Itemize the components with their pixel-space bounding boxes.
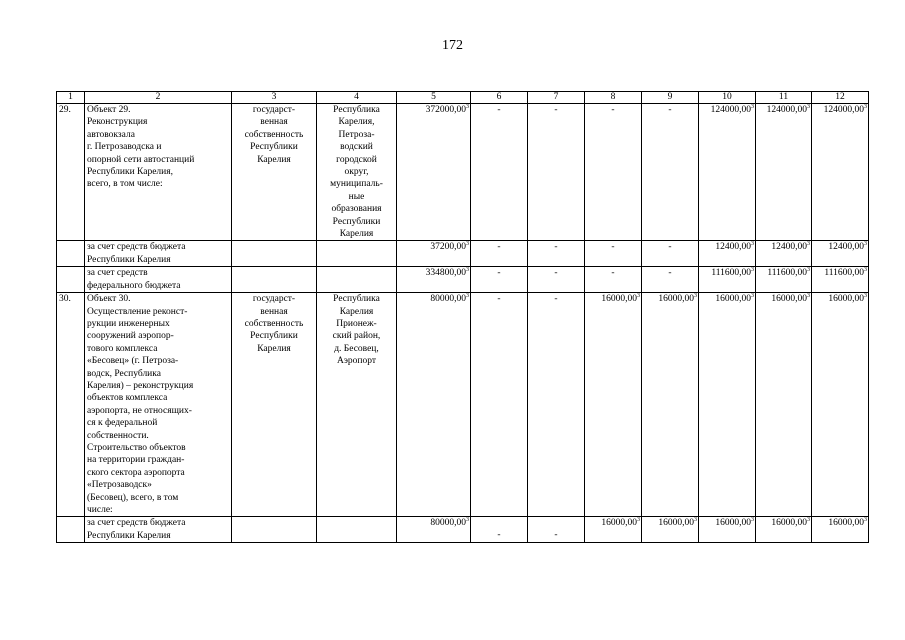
col-header-6: 6 (471, 92, 528, 104)
name-line: Объект 30. (87, 294, 131, 305)
dash-value: - (554, 529, 558, 540)
table-row (57, 241, 869, 267)
name-line: Строительство объектов (87, 442, 186, 453)
row-number-cell (57, 517, 85, 543)
amount-cell-8 (585, 104, 642, 241)
footnote-mark: 3 (694, 292, 697, 299)
dash-value: - (611, 105, 615, 115)
footnote-mark: 3 (864, 292, 867, 299)
dash-value: - (611, 268, 615, 279)
amount-cell-6 (471, 104, 528, 241)
footnote-mark: 3 (637, 517, 640, 524)
location-line: ные (348, 191, 365, 202)
col-header-9: 9 (642, 92, 699, 104)
location-line: Петроза- (338, 129, 375, 140)
location-line: Карелия, (338, 117, 375, 128)
name-line: Республики Карелия, (87, 167, 173, 178)
amount-cell-11 (756, 293, 812, 517)
amount-cell-8 (585, 293, 642, 517)
location-cell (317, 104, 397, 241)
name-line: объектов комплекса (87, 393, 168, 404)
amount-value: 16000,00 (828, 518, 864, 529)
footnote-mark: 3 (864, 267, 867, 274)
location-cell (317, 517, 397, 543)
location-line: городской (336, 154, 377, 165)
name-line: водск, Республика (87, 368, 161, 379)
col-header-3: 3 (232, 92, 317, 104)
dash-value: - (497, 268, 501, 279)
footnote-mark: 3 (637, 292, 640, 299)
amount-cell-7 (528, 293, 585, 517)
footnote-mark: 3 (694, 517, 697, 524)
amount-cell-10 (699, 104, 756, 241)
name-line: ского сектора аэропорта (87, 467, 185, 478)
footnote-mark: 3 (751, 292, 754, 299)
dash-value: - (497, 294, 501, 305)
amount-value: 16000,00 (771, 294, 807, 305)
amount-value: 16000,00 (601, 294, 637, 305)
amount-cell-10 (699, 517, 756, 543)
location-cell (317, 267, 397, 293)
name-line: за счет средств бюджета (87, 242, 186, 253)
owner-line: собственность (244, 129, 304, 140)
dash-value: - (554, 242, 558, 253)
footnote-mark: 3 (466, 292, 469, 299)
owner-line: венная (260, 117, 288, 128)
footnote-mark: 3 (466, 241, 469, 248)
footnote-mark: 3 (807, 517, 810, 524)
name-line: Республики Карелия (87, 254, 171, 265)
location-line: Республика (333, 294, 380, 305)
dash-value: - (668, 105, 672, 115)
total-cost-cell (397, 267, 471, 293)
object-name-cell (85, 267, 232, 293)
amount-value: 16000,00 (601, 518, 637, 529)
amount-cell-12 (812, 267, 869, 293)
name-line: Республики Карелия (87, 530, 171, 541)
ownership-cell (232, 293, 317, 517)
name-line: всего, в том числе: (87, 179, 163, 190)
name-line: опорной сети автостанций (87, 154, 195, 165)
total-cost-cell (397, 517, 471, 543)
amount-cell-7 (528, 104, 585, 241)
location-line: водский (340, 142, 373, 153)
name-line: Реконструкция (87, 117, 148, 128)
location-line: округ, (344, 167, 369, 178)
location-line: Республики (332, 216, 381, 227)
amount-cell-6 (471, 293, 528, 517)
amount-value: 16000,00 (658, 294, 694, 305)
table-row (57, 517, 869, 543)
location-line: д. Бесовец, (334, 343, 379, 354)
amount-cell-9 (642, 267, 699, 293)
ownership-cell (232, 241, 317, 267)
name-line: числе: (87, 505, 113, 515)
amount-value: 16000,00 (715, 518, 751, 529)
amount-cell-10 (699, 293, 756, 517)
amount-cell-9 (642, 241, 699, 267)
footnote-mark: 3 (751, 241, 754, 248)
amount-cell-11 (756, 267, 812, 293)
amount-cell-9 (642, 104, 699, 241)
amount-value: 124000,00 (766, 105, 807, 115)
owner-line: Республики (250, 142, 298, 153)
footnote-mark: 3 (751, 517, 754, 524)
amount-cell-9 (642, 293, 699, 517)
amount-cell-7 (528, 517, 585, 543)
amount-value: 124000,00 (823, 105, 864, 115)
total-cost-cell (397, 293, 471, 517)
amount-value: 37200,00 (430, 242, 466, 253)
location-line: муниципаль- (330, 179, 383, 190)
object-name-cell (85, 104, 232, 241)
object-name-cell (85, 241, 232, 267)
owner-line: государст- (252, 294, 296, 305)
amount-value: 16000,00 (828, 294, 864, 305)
name-line: на территории граждан- (87, 455, 185, 466)
owner-line: Карелия (257, 343, 291, 354)
ownership-cell (232, 267, 317, 293)
footnote-mark: 3 (864, 241, 867, 248)
owner-line: собственность (244, 318, 304, 329)
name-line: ся к федеральной (87, 418, 158, 429)
name-line: (Бесовец), всего, в том (87, 492, 179, 503)
amount-value: 12400,00 (828, 242, 864, 253)
amount-cell-9 (642, 517, 699, 543)
name-line: г. Петрозаводска и (87, 142, 162, 153)
location-line: образования (331, 204, 382, 215)
amount-value: 16000,00 (658, 518, 694, 529)
location-cell (317, 241, 397, 267)
table-row (57, 293, 869, 517)
location-cell (317, 293, 397, 517)
name-line: Объект 29. (87, 105, 131, 115)
location-line: Аэропорт (336, 356, 377, 367)
name-line: «Бесовец» (г. Петроза- (87, 356, 179, 367)
amount-value: 16000,00 (771, 518, 807, 529)
amount-cell-7 (528, 267, 585, 293)
row-number-cell (57, 267, 85, 293)
name-line: тового комплекса (87, 343, 158, 354)
amount-value: 372000,00 (425, 105, 466, 115)
name-line: Карелия) – реконструкция (87, 380, 194, 391)
owner-line: Карелия (257, 154, 291, 165)
footnote-mark: 3 (864, 103, 867, 110)
dash-value: - (554, 105, 558, 115)
table-row (57, 104, 869, 241)
dash-value: - (497, 105, 501, 115)
amount-cell-11 (756, 104, 812, 241)
owner-line: Республики (250, 331, 298, 342)
dash-value: - (611, 242, 615, 253)
amount-cell-12 (812, 517, 869, 543)
col-header-8: 8 (585, 92, 642, 104)
name-line: Осуществление реконст- (87, 306, 188, 317)
dash-value: - (497, 529, 501, 540)
amount-cell-6 (471, 267, 528, 293)
col-header-4: 4 (317, 92, 397, 104)
amount-cell-12 (812, 241, 869, 267)
footnote-mark: 3 (751, 103, 754, 110)
location-line: Карелия (339, 306, 374, 317)
footnote-mark: 3 (807, 267, 810, 274)
amount-cell-10 (699, 241, 756, 267)
location-line: ский район, (332, 331, 381, 342)
amount-value: 80000,00 (430, 518, 466, 529)
row-number-cell: 29. (57, 104, 85, 241)
footnote-mark: 3 (466, 103, 469, 110)
amount-cell-8 (585, 267, 642, 293)
name-line: «Петрозаводск» (87, 480, 152, 491)
name-line: федерального бюджета (87, 280, 181, 291)
page-number: 172 (442, 38, 463, 53)
col-header-5: 5 (397, 92, 471, 104)
name-line: аэропорта, не относящих- (87, 405, 192, 416)
amount-value: 111600,00 (824, 268, 864, 279)
amount-cell-8 (585, 517, 642, 543)
amount-value: 111600,00 (711, 268, 751, 279)
budget-table (56, 91, 869, 543)
col-header-10: 10 (699, 92, 756, 104)
footnote-mark: 3 (864, 517, 867, 524)
footnote-mark: 3 (807, 292, 810, 299)
footnote-mark: 3 (466, 267, 469, 274)
total-cost-cell (397, 241, 471, 267)
amount-cell-6 (471, 517, 528, 543)
footnote-mark: 3 (466, 517, 469, 524)
dash-value: - (668, 242, 672, 253)
ownership-cell (232, 104, 317, 241)
amount-cell-7 (528, 241, 585, 267)
total-cost-cell (397, 104, 471, 241)
footnote-mark: 3 (751, 267, 754, 274)
dash-value: - (554, 294, 558, 305)
amount-value: 12400,00 (715, 242, 751, 253)
row-number-cell: 30. (57, 293, 85, 517)
amount-cell-12 (812, 293, 869, 517)
object-name-cell (85, 517, 232, 543)
amount-value: 124000,00 (710, 105, 751, 115)
amount-cell-10 (699, 267, 756, 293)
location-line: Прионеж- (336, 318, 377, 329)
dash-value: - (497, 242, 501, 253)
amount-value: 12400,00 (771, 242, 807, 253)
name-line: собственности. (87, 430, 149, 441)
name-line: рукции инженерных (87, 318, 170, 329)
col-header-12: 12 (812, 92, 869, 104)
header-row (57, 92, 869, 104)
amount-value: 16000,00 (715, 294, 751, 305)
name-line: сооружений аэропор- (87, 331, 174, 342)
table-row (57, 267, 869, 293)
name-line: автовокзала (87, 129, 135, 140)
owner-line: государст- (252, 105, 296, 115)
footnote-mark: 3 (807, 103, 810, 110)
dash-value: - (554, 268, 558, 279)
location-line: Республика (333, 105, 380, 115)
amount-cell-12 (812, 104, 869, 241)
amount-cell-8 (585, 241, 642, 267)
col-header-11: 11 (756, 92, 812, 104)
object-name-cell (85, 293, 232, 517)
dash-value: - (668, 268, 672, 279)
amount-cell-11 (756, 241, 812, 267)
amount-value: 334800,00 (425, 268, 466, 279)
ownership-cell (232, 517, 317, 543)
name-line: за счет средств (87, 268, 148, 279)
amount-value: 80000,00 (430, 294, 466, 305)
col-header-2: 2 (85, 92, 232, 104)
amount-cell-11 (756, 517, 812, 543)
row-number-cell (57, 241, 85, 267)
amount-value: 111600,00 (767, 268, 807, 279)
amount-cell-6 (471, 241, 528, 267)
col-header-7: 7 (528, 92, 585, 104)
footnote-mark: 3 (807, 241, 810, 248)
name-line: за счет средств бюджета (87, 518, 186, 529)
location-line: Карелия (339, 229, 374, 240)
col-header-1: 1 (57, 92, 85, 104)
owner-line: венная (260, 306, 288, 317)
